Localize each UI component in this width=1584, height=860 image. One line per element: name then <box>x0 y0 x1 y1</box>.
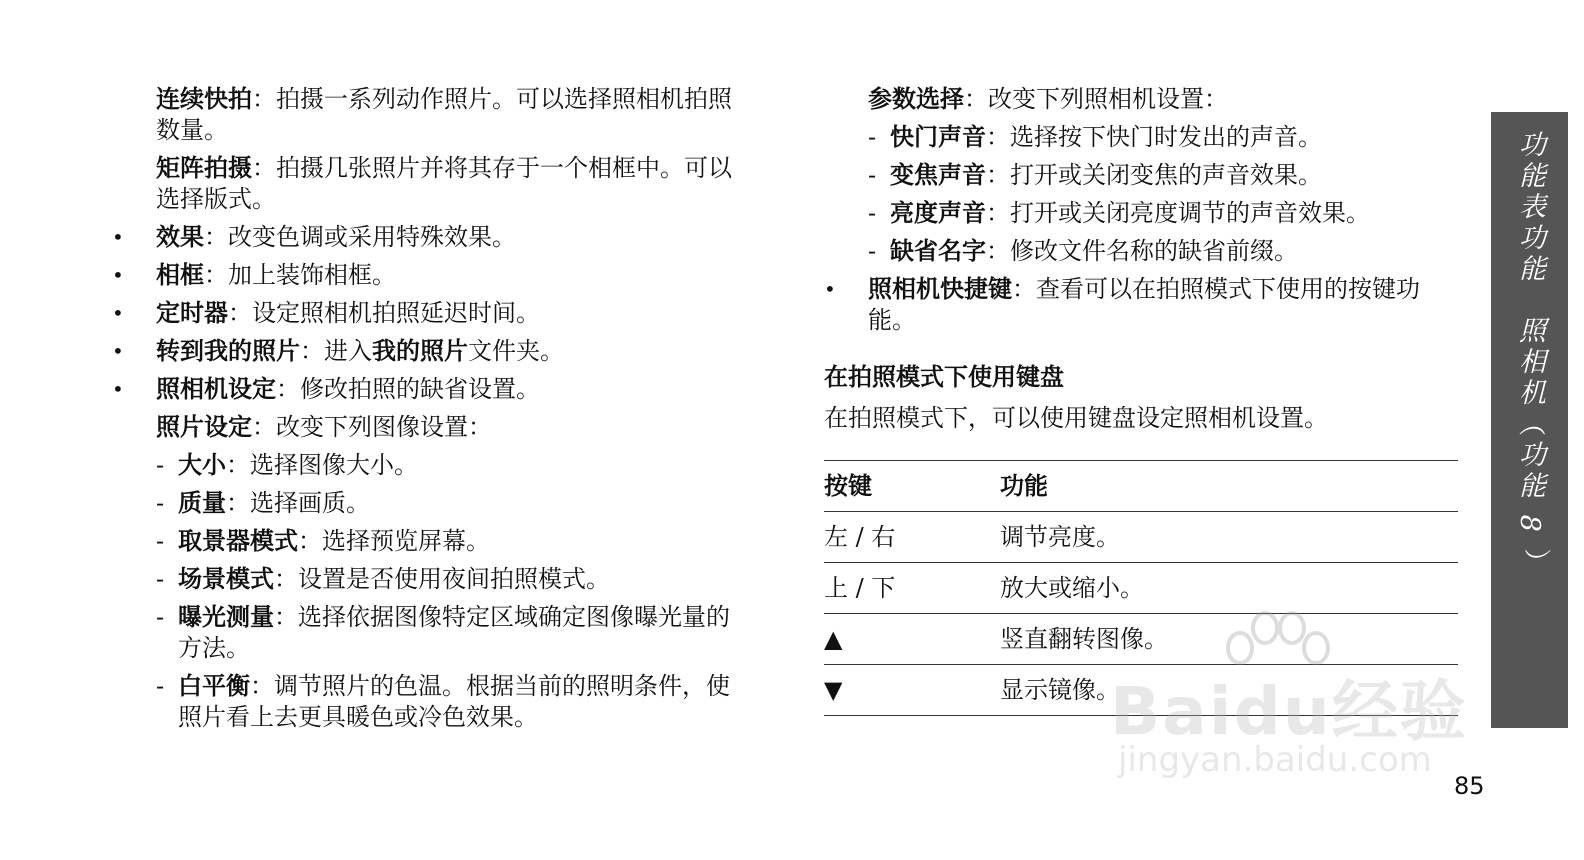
list-item <box>112 84 752 146</box>
item-description: ：打开或关闭变焦的声音效果。 <box>986 161 1322 189</box>
item-term: 效果 <box>156 223 204 251</box>
key-function-table <box>824 460 1458 716</box>
table-cell-key: 左 / 右 <box>824 512 1000 563</box>
list-item <box>112 153 752 215</box>
item-description-secondary: 文件夹。 <box>468 337 564 365</box>
list-item <box>112 298 752 329</box>
list-item <box>824 84 1464 115</box>
watermark-url: jingyan.baidu.com <box>1118 740 1432 780</box>
table-row <box>824 563 1458 614</box>
table-cell-function: 显示镜像。 <box>1000 665 1458 716</box>
list-item <box>112 374 752 405</box>
table-row <box>824 614 1458 665</box>
table-cell-function: 竖直翻转图像。 <box>1000 614 1458 665</box>
item-description: ：拍摄几张照片并将其存于一个相框中。可以选择版式。 <box>156 154 732 213</box>
right-item-list <box>824 84 1464 336</box>
chapter-side-tab <box>1491 112 1568 728</box>
table-cell-key: ▲ <box>824 614 1000 665</box>
item-description: ：选择依据图像特定区域确定图像曝光量的方法。 <box>178 603 730 662</box>
list-item <box>824 274 1464 336</box>
item-description: ：选择画质。 <box>226 489 370 517</box>
sub-list-item <box>824 236 1464 267</box>
item-term: 取景器模式 <box>178 527 298 555</box>
sub-list-item <box>112 602 752 664</box>
chapter-side-tab-label: 功能表功能 照相机（功能 8 ） <box>1514 130 1545 580</box>
item-term: 连续快拍 <box>156 85 252 113</box>
item-term: 质量 <box>178 489 226 517</box>
sub-list-item <box>112 564 752 595</box>
item-description: ：设定照相机拍照延迟时间。 <box>228 299 540 327</box>
item-description: ：查看可以在拍照模式下使用的按键功能。 <box>868 275 1420 334</box>
item-term: 快门声音 <box>890 123 986 151</box>
item-term: 矩阵拍摄 <box>156 154 252 182</box>
section-body: 在拍照模式下，可以使用键盘设定照相机设置。 <box>824 404 1328 432</box>
item-description: ：进入 <box>300 337 372 365</box>
item-term: 定时器 <box>156 299 228 327</box>
sub-list-item <box>824 160 1464 191</box>
list-item <box>112 412 752 443</box>
list-item <box>112 222 752 253</box>
sub-list-item <box>112 671 752 733</box>
table-header-function: 功能 <box>1000 461 1458 512</box>
section-heading: 在拍照模式下使用键盘 <box>824 363 1064 391</box>
item-description: ：设置是否使用夜间拍照模式。 <box>274 565 610 593</box>
table-row <box>824 665 1458 716</box>
item-description: ：改变色调或采用特殊效果。 <box>204 223 516 251</box>
list-item <box>112 260 752 291</box>
item-term: 亮度声音 <box>890 199 986 227</box>
table-cell-function: 放大或缩小。 <box>1000 563 1458 614</box>
table-row <box>824 512 1458 563</box>
watermark-logo-text: Baidu经验 <box>1110 673 1468 750</box>
left-column <box>112 84 752 740</box>
item-description: ：选择按下快门时发出的声音。 <box>986 123 1322 151</box>
list-item <box>112 336 752 367</box>
sub-list-item <box>824 122 1464 153</box>
table-cell-key: ▼ <box>824 665 1000 716</box>
item-description: ：拍摄一系列动作照片。可以选择照相机拍照数量。 <box>156 85 732 144</box>
right-column <box>824 84 1464 716</box>
item-term: 照相机设定 <box>156 375 276 403</box>
item-term: 曝光测量 <box>178 603 274 631</box>
page-number: 85 <box>1454 772 1485 800</box>
item-term: 参数选择 <box>868 85 964 113</box>
item-term: 场景模式 <box>178 565 274 593</box>
item-term: 白平衡 <box>178 672 250 700</box>
item-term: 大小 <box>178 451 226 479</box>
item-description: ：打开或关闭亮度调节的声音效果。 <box>986 199 1370 227</box>
sub-list-item <box>112 450 752 481</box>
item-description: ：修改文件名称的缺省前缀。 <box>986 237 1298 265</box>
item-term: 转到我的照片 <box>156 337 300 365</box>
table-header-row <box>824 461 1458 512</box>
item-term-secondary: 我的照片 <box>372 337 468 365</box>
item-description: ：改变下列图像设置： <box>252 413 492 441</box>
item-description: ：选择图像大小。 <box>226 451 418 479</box>
item-term: 变焦声音 <box>890 161 986 189</box>
table-cell-function: 调节亮度。 <box>1000 512 1458 563</box>
sub-list-item <box>824 198 1464 229</box>
item-term: 相框 <box>156 261 204 289</box>
item-term: 照相机快捷键 <box>868 275 1012 303</box>
item-description: ：加上装饰相框。 <box>204 261 396 289</box>
item-description: ：改变下列照相机设置： <box>964 85 1228 113</box>
table-header-key: 按键 <box>824 461 1000 512</box>
item-description: ：选择预览屏幕。 <box>298 527 490 555</box>
sub-list-item <box>112 488 752 519</box>
item-term: 照片设定 <box>156 413 252 441</box>
item-term: 缺省名字 <box>890 237 986 265</box>
table-cell-key: 上 / 下 <box>824 563 1000 614</box>
sub-list-item <box>112 526 752 557</box>
item-description: ：修改拍照的缺省设置。 <box>276 375 540 403</box>
item-description: ：调节照片的色温。根据当前的照明条件，使照片看上去更具暖色或冷色效果。 <box>178 672 730 731</box>
